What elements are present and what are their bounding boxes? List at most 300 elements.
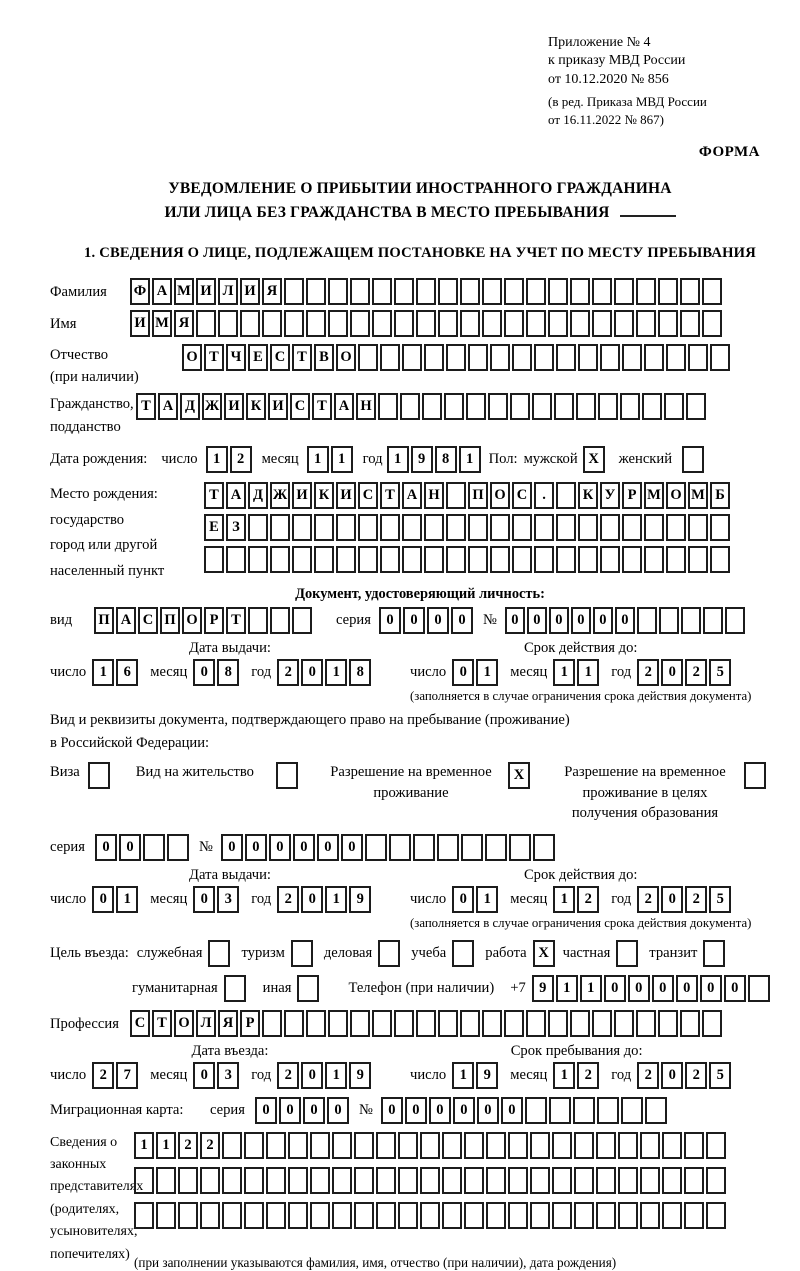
char-cell[interactable] (468, 344, 488, 371)
char-cell[interactable] (578, 546, 598, 573)
char-cell[interactable] (574, 1202, 594, 1229)
char-cell[interactable]: С (270, 344, 290, 371)
char-cell[interactable]: И (292, 482, 312, 509)
char-cell[interactable] (680, 1010, 700, 1037)
char-cell[interactable] (532, 393, 552, 420)
char-cell[interactable] (380, 546, 400, 573)
char-cell[interactable] (336, 546, 356, 573)
char-cell[interactable] (548, 310, 568, 337)
char-cell[interactable] (372, 310, 392, 337)
char-cell[interactable] (688, 344, 708, 371)
char-cell[interactable] (413, 834, 435, 861)
char-cell[interactable]: 2 (685, 1062, 707, 1089)
char-cell[interactable] (358, 546, 378, 573)
char-cell[interactable] (244, 1202, 264, 1229)
char-cell[interactable] (570, 310, 590, 337)
char-cell[interactable] (248, 607, 268, 634)
char-cell[interactable] (262, 310, 282, 337)
char-cell[interactable] (618, 1202, 638, 1229)
char-cell[interactable]: А (158, 393, 178, 420)
char-cell[interactable]: А (116, 607, 136, 634)
char-cell[interactable]: С (512, 482, 532, 509)
char-cell[interactable] (270, 514, 290, 541)
char-cell[interactable] (618, 1132, 638, 1159)
char-cell[interactable] (640, 1202, 660, 1229)
char-cell[interactable]: 0 (593, 607, 613, 634)
char-cell[interactable] (681, 607, 701, 634)
purpose-official-checkbox[interactable] (208, 940, 230, 967)
char-cell[interactable] (706, 1167, 726, 1194)
char-cell[interactable]: Н (356, 393, 376, 420)
char-cell[interactable] (310, 1202, 330, 1229)
char-cell[interactable]: 2 (277, 659, 299, 686)
char-cell[interactable]: 1 (387, 446, 409, 473)
char-cell[interactable]: 0 (245, 834, 267, 861)
char-cell[interactable]: 0 (301, 1062, 323, 1089)
char-cell[interactable] (596, 1132, 616, 1159)
purpose-private-checkbox[interactable] (616, 940, 638, 967)
char-cell[interactable] (468, 546, 488, 573)
char-cell[interactable]: А (226, 482, 246, 509)
char-cell[interactable]: 0 (429, 1097, 451, 1124)
char-cell[interactable] (376, 1167, 396, 1194)
char-cell[interactable]: 0 (301, 659, 323, 686)
char-cell[interactable] (526, 278, 546, 305)
char-cell[interactable]: 0 (700, 975, 722, 1002)
char-cell[interactable] (420, 1202, 440, 1229)
char-cell[interactable]: Е (204, 514, 224, 541)
char-cell[interactable]: 2 (277, 886, 299, 913)
char-cell[interactable]: 2 (92, 1062, 114, 1089)
char-cell[interactable] (350, 278, 370, 305)
char-cell[interactable]: 0 (95, 834, 117, 861)
char-cell[interactable]: 0 (724, 975, 746, 1002)
char-cell[interactable] (508, 1132, 528, 1159)
char-cell[interactable]: Я (218, 1010, 238, 1037)
purpose-business-checkbox[interactable] (378, 940, 400, 967)
char-cell[interactable] (306, 310, 326, 337)
char-cell[interactable]: Ж (202, 393, 222, 420)
char-cell[interactable]: 0 (279, 1097, 301, 1124)
char-cell[interactable] (178, 1167, 198, 1194)
char-cell[interactable] (592, 1010, 612, 1037)
char-cell[interactable] (620, 393, 640, 420)
char-cell[interactable]: 2 (637, 659, 659, 686)
char-cell[interactable] (376, 1132, 396, 1159)
char-cell[interactable] (622, 546, 642, 573)
char-cell[interactable] (686, 393, 706, 420)
char-cell[interactable] (358, 514, 378, 541)
char-cell[interactable] (380, 344, 400, 371)
char-cell[interactable] (424, 514, 444, 541)
char-cell[interactable] (416, 310, 436, 337)
char-cell[interactable]: Д (248, 482, 268, 509)
char-cell[interactable] (702, 310, 722, 337)
char-cell[interactable]: В (314, 344, 334, 371)
char-cell[interactable] (710, 546, 730, 573)
char-cell[interactable] (442, 1202, 462, 1229)
char-cell[interactable]: 9 (476, 1062, 498, 1089)
purpose-transit-checkbox[interactable] (703, 940, 725, 967)
char-cell[interactable] (706, 1202, 726, 1229)
char-cell[interactable]: У (600, 482, 620, 509)
char-cell[interactable] (533, 834, 555, 861)
char-cell[interactable]: П (468, 482, 488, 509)
char-cell[interactable]: 0 (477, 1097, 499, 1124)
char-cell[interactable] (508, 1167, 528, 1194)
char-cell[interactable]: 1 (134, 1132, 154, 1159)
char-cell[interactable] (288, 1167, 308, 1194)
char-cell[interactable] (134, 1202, 154, 1229)
char-cell[interactable]: 5 (709, 659, 731, 686)
char-cell[interactable] (512, 514, 532, 541)
char-cell[interactable] (636, 310, 656, 337)
char-cell[interactable]: 9 (532, 975, 554, 1002)
char-cell[interactable] (614, 278, 634, 305)
char-cell[interactable] (444, 393, 464, 420)
char-cell[interactable] (664, 393, 684, 420)
char-cell[interactable]: Ф (130, 278, 150, 305)
char-cell[interactable]: 1 (459, 446, 481, 473)
char-cell[interactable]: Р (622, 482, 642, 509)
char-cell[interactable] (658, 1010, 678, 1037)
char-cell[interactable]: С (138, 607, 158, 634)
char-cell[interactable] (512, 546, 532, 573)
char-cell[interactable] (365, 834, 387, 861)
char-cell[interactable]: 0 (628, 975, 650, 1002)
char-cell[interactable] (530, 1202, 550, 1229)
char-cell[interactable] (314, 514, 334, 541)
char-cell[interactable]: 1 (325, 659, 347, 686)
char-cell[interactable]: К (314, 482, 334, 509)
char-cell[interactable] (244, 1132, 264, 1159)
char-cell[interactable] (270, 607, 290, 634)
char-cell[interactable]: 3 (217, 886, 239, 913)
char-cell[interactable]: 0 (119, 834, 141, 861)
char-cell[interactable]: К (578, 482, 598, 509)
char-cell[interactable] (328, 278, 348, 305)
char-cell[interactable]: М (688, 482, 708, 509)
char-cell[interactable] (446, 482, 466, 509)
char-cell[interactable]: 3 (217, 1062, 239, 1089)
char-cell[interactable] (378, 393, 398, 420)
char-cell[interactable]: Л (196, 1010, 216, 1037)
char-cell[interactable]: Ч (226, 344, 246, 371)
purpose-work-checkbox[interactable]: X (533, 940, 555, 967)
purpose-other-checkbox[interactable] (297, 975, 319, 1002)
char-cell[interactable] (504, 278, 524, 305)
char-cell[interactable]: А (402, 482, 422, 509)
char-cell[interactable] (596, 1202, 616, 1229)
char-cell[interactable] (614, 1010, 634, 1037)
char-cell[interactable] (424, 546, 444, 573)
char-cell[interactable] (442, 1132, 462, 1159)
char-cell[interactable] (658, 310, 678, 337)
char-cell[interactable] (510, 393, 530, 420)
char-cell[interactable]: Т (204, 482, 224, 509)
char-cell[interactable] (710, 344, 730, 371)
char-cell[interactable]: 0 (293, 834, 315, 861)
char-cell[interactable] (621, 1097, 643, 1124)
char-cell[interactable] (482, 1010, 502, 1037)
char-cell[interactable] (645, 1097, 667, 1124)
char-cell[interactable] (240, 310, 260, 337)
char-cell[interactable] (372, 278, 392, 305)
char-cell[interactable] (486, 1132, 506, 1159)
char-cell[interactable]: 0 (381, 1097, 403, 1124)
char-cell[interactable] (248, 546, 268, 573)
char-cell[interactable]: 0 (505, 607, 525, 634)
char-cell[interactable] (134, 1167, 154, 1194)
char-cell[interactable] (402, 546, 422, 573)
char-cell[interactable] (270, 546, 290, 573)
char-cell[interactable] (350, 310, 370, 337)
char-cell[interactable] (509, 834, 531, 861)
char-cell[interactable] (204, 546, 224, 573)
char-cell[interactable]: Р (204, 607, 224, 634)
purpose-study-checkbox[interactable] (452, 940, 474, 967)
sex-male-checkbox[interactable]: X (583, 446, 605, 473)
char-cell[interactable]: Т (312, 393, 332, 420)
char-cell[interactable]: О (174, 1010, 194, 1037)
char-cell[interactable]: И (130, 310, 150, 337)
char-cell[interactable] (490, 344, 510, 371)
char-cell[interactable]: 0 (661, 886, 683, 913)
char-cell[interactable] (512, 344, 532, 371)
char-cell[interactable]: А (152, 278, 172, 305)
char-cell[interactable] (350, 1010, 370, 1037)
char-cell[interactable] (640, 1132, 660, 1159)
char-cell[interactable] (248, 514, 268, 541)
char-cell[interactable] (534, 514, 554, 541)
char-cell[interactable] (284, 1010, 304, 1037)
char-cell[interactable] (402, 344, 422, 371)
char-cell[interactable]: Д (180, 393, 200, 420)
char-cell[interactable]: 0 (571, 607, 591, 634)
char-cell[interactable]: О (182, 607, 202, 634)
char-cell[interactable]: 1 (92, 659, 114, 686)
char-cell[interactable] (288, 1202, 308, 1229)
char-cell[interactable] (570, 1010, 590, 1037)
char-cell[interactable]: 9 (349, 886, 371, 913)
char-cell[interactable]: Я (262, 278, 282, 305)
char-cell[interactable] (556, 344, 576, 371)
char-cell[interactable]: М (644, 482, 664, 509)
char-cell[interactable] (156, 1202, 176, 1229)
char-cell[interactable] (358, 344, 378, 371)
char-cell[interactable] (292, 546, 312, 573)
char-cell[interactable] (292, 607, 312, 634)
char-cell[interactable] (376, 1202, 396, 1229)
char-cell[interactable] (598, 393, 618, 420)
char-cell[interactable]: 0 (193, 886, 215, 913)
char-cell[interactable]: 2 (577, 1062, 599, 1089)
char-cell[interactable]: Е (248, 344, 268, 371)
char-cell[interactable]: 0 (615, 607, 635, 634)
char-cell[interactable] (372, 1010, 392, 1037)
char-cell[interactable]: 0 (451, 607, 473, 634)
char-cell[interactable] (332, 1202, 352, 1229)
char-cell[interactable]: 6 (116, 659, 138, 686)
char-cell[interactable] (262, 1010, 282, 1037)
char-cell[interactable] (592, 310, 612, 337)
char-cell[interactable]: О (182, 344, 202, 371)
char-cell[interactable]: . (534, 482, 554, 509)
sex-female-checkbox[interactable] (682, 446, 704, 473)
char-cell[interactable] (310, 1132, 330, 1159)
char-cell[interactable] (597, 1097, 619, 1124)
char-cell[interactable] (416, 1010, 436, 1037)
char-cell[interactable]: Н (424, 482, 444, 509)
char-cell[interactable] (328, 1010, 348, 1037)
char-cell[interactable]: 9 (349, 1062, 371, 1089)
char-cell[interactable]: 0 (193, 659, 215, 686)
char-cell[interactable] (200, 1202, 220, 1229)
char-cell[interactable] (637, 607, 657, 634)
char-cell[interactable] (573, 1097, 595, 1124)
char-cell[interactable] (592, 278, 612, 305)
char-cell[interactable] (446, 514, 466, 541)
char-cell[interactable]: М (152, 310, 172, 337)
char-cell[interactable] (464, 1202, 484, 1229)
char-cell[interactable] (552, 1167, 572, 1194)
char-cell[interactable]: 0 (661, 1062, 683, 1089)
char-cell[interactable] (556, 546, 576, 573)
char-cell[interactable] (548, 278, 568, 305)
char-cell[interactable] (446, 344, 466, 371)
char-cell[interactable]: Т (226, 607, 246, 634)
char-cell[interactable] (688, 514, 708, 541)
char-cell[interactable]: 0 (676, 975, 698, 1002)
char-cell[interactable]: И (336, 482, 356, 509)
option-visa-checkbox[interactable] (88, 762, 110, 789)
char-cell[interactable] (534, 344, 554, 371)
char-cell[interactable] (526, 310, 546, 337)
char-cell[interactable] (504, 310, 524, 337)
char-cell[interactable] (596, 1167, 616, 1194)
char-cell[interactable]: 0 (379, 607, 401, 634)
char-cell[interactable]: 2 (637, 1062, 659, 1089)
char-cell[interactable] (196, 310, 216, 337)
char-cell[interactable] (702, 1010, 722, 1037)
char-cell[interactable] (662, 1202, 682, 1229)
char-cell[interactable] (614, 310, 634, 337)
char-cell[interactable] (486, 1167, 506, 1194)
char-cell[interactable]: 1 (331, 446, 353, 473)
char-cell[interactable]: 8 (217, 659, 239, 686)
char-cell[interactable] (380, 514, 400, 541)
char-cell[interactable]: Т (292, 344, 312, 371)
char-cell[interactable] (526, 1010, 546, 1037)
char-cell[interactable] (688, 546, 708, 573)
char-cell[interactable]: 2 (637, 886, 659, 913)
char-cell[interactable]: Л (218, 278, 238, 305)
char-cell[interactable] (314, 546, 334, 573)
char-cell[interactable] (292, 514, 312, 541)
char-cell[interactable] (666, 546, 686, 573)
char-cell[interactable]: П (94, 607, 114, 634)
char-cell[interactable]: 0 (453, 1097, 475, 1124)
char-cell[interactable]: 0 (193, 1062, 215, 1089)
char-cell[interactable] (424, 344, 444, 371)
char-cell[interactable]: 1 (206, 446, 228, 473)
char-cell[interactable] (548, 1010, 568, 1037)
char-cell[interactable] (485, 834, 507, 861)
char-cell[interactable] (389, 834, 411, 861)
char-cell[interactable] (504, 1010, 524, 1037)
char-cell[interactable]: И (224, 393, 244, 420)
char-cell[interactable] (684, 1132, 704, 1159)
char-cell[interactable] (702, 278, 722, 305)
char-cell[interactable] (266, 1202, 286, 1229)
char-cell[interactable] (600, 514, 620, 541)
char-cell[interactable] (394, 310, 414, 337)
char-cell[interactable] (482, 278, 502, 305)
char-cell[interactable]: 1 (553, 659, 575, 686)
char-cell[interactable]: 0 (303, 1097, 325, 1124)
char-cell[interactable] (336, 514, 356, 541)
char-cell[interactable]: 2 (685, 886, 707, 913)
char-cell[interactable] (306, 1010, 326, 1037)
char-cell[interactable] (222, 1167, 242, 1194)
char-cell[interactable] (552, 1132, 572, 1159)
char-cell[interactable] (530, 1132, 550, 1159)
char-cell[interactable] (640, 1167, 660, 1194)
char-cell[interactable]: 1 (476, 886, 498, 913)
char-cell[interactable]: 2 (685, 659, 707, 686)
char-cell[interactable] (488, 393, 508, 420)
option-temp-residence-education-checkbox[interactable] (744, 762, 766, 789)
char-cell[interactable] (398, 1132, 418, 1159)
char-cell[interactable]: Т (152, 1010, 172, 1037)
char-cell[interactable]: 1 (580, 975, 602, 1002)
char-cell[interactable]: 8 (349, 659, 371, 686)
char-cell[interactable]: 0 (317, 834, 339, 861)
char-cell[interactable] (662, 1167, 682, 1194)
char-cell[interactable]: 2 (200, 1132, 220, 1159)
char-cell[interactable] (332, 1132, 352, 1159)
char-cell[interactable] (525, 1097, 547, 1124)
char-cell[interactable] (549, 1097, 571, 1124)
char-cell[interactable]: 0 (269, 834, 291, 861)
char-cell[interactable] (306, 278, 326, 305)
char-cell[interactable] (486, 1202, 506, 1229)
char-cell[interactable] (508, 1202, 528, 1229)
char-cell[interactable]: Т (136, 393, 156, 420)
char-cell[interactable] (222, 1132, 242, 1159)
char-cell[interactable] (556, 514, 576, 541)
char-cell[interactable]: 1 (116, 886, 138, 913)
char-cell[interactable] (332, 1167, 352, 1194)
char-cell[interactable] (622, 344, 642, 371)
char-cell[interactable]: 0 (341, 834, 363, 861)
char-cell[interactable]: 0 (652, 975, 674, 1002)
char-cell[interactable]: П (160, 607, 180, 634)
char-cell[interactable]: И (268, 393, 288, 420)
char-cell[interactable] (600, 344, 620, 371)
char-cell[interactable]: 9 (411, 446, 433, 473)
char-cell[interactable] (464, 1167, 484, 1194)
char-cell[interactable]: Я (174, 310, 194, 337)
char-cell[interactable]: 0 (327, 1097, 349, 1124)
char-cell[interactable] (398, 1202, 418, 1229)
char-cell[interactable] (394, 1010, 414, 1037)
char-cell[interactable]: 0 (452, 886, 474, 913)
char-cell[interactable] (402, 514, 422, 541)
char-cell[interactable] (618, 1167, 638, 1194)
char-cell[interactable]: З (226, 514, 246, 541)
char-cell[interactable]: 0 (604, 975, 626, 1002)
